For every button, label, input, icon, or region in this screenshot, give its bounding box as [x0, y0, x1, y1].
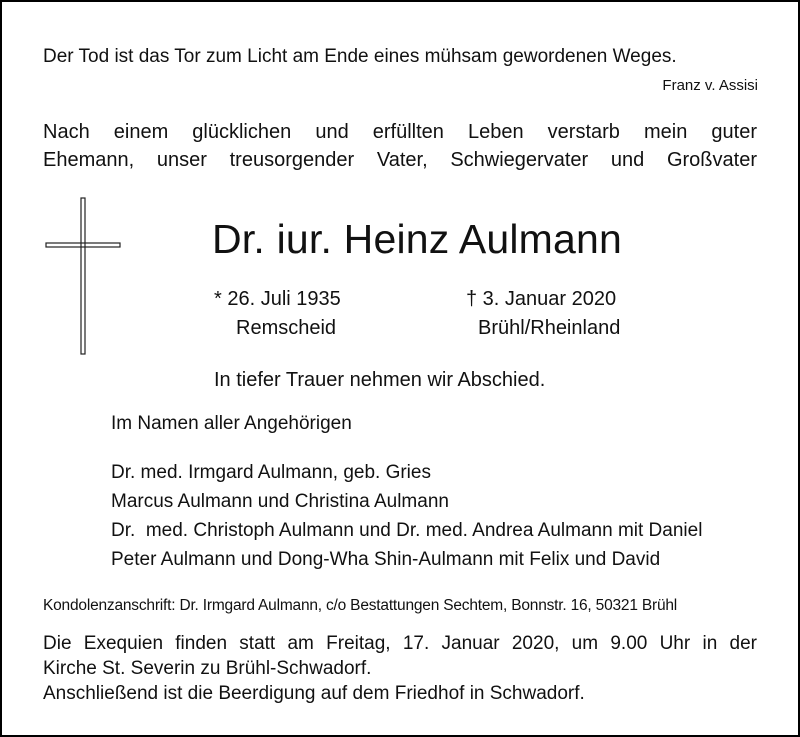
family-member: Peter Aulmann und Dong-Wha Shin-Aulmann mit Felix und David: [111, 549, 661, 570]
service-line: Die Exequien finden statt am Freitag, 17. Januar 2020, um 9.00 Uhr in der: [43, 633, 757, 654]
cross-icon: [45, 197, 121, 355]
family-member: Dr. med. Irmgard Aulmann, geb. Gries: [111, 462, 431, 483]
mourning-text: In tiefer Trauer nehmen wir Abschied.: [214, 369, 546, 391]
intro-line: Ehemann, unser treusorgender Vater, Schwiegervater und Großvater: [43, 149, 757, 171]
birth-date: * 26. Juli 1935: [214, 288, 341, 310]
deceased-name: Dr. iur. Heinz Aulmann: [212, 216, 623, 262]
service-line: Kirche St. Severin zu Brühl-Schwadorf.: [43, 658, 372, 679]
intro-line: Nach einem glücklichen und erfüllten Leben verstarb mein guter: [43, 121, 757, 143]
service-info: [43, 631, 757, 706]
quote-author: Franz v. Assisi: [662, 77, 758, 94]
condolence-address: Kondolenzanschrift: Dr. Irmgard Aulmann, c/o Bestattungen Sechtem, Bonnstr. 16, 50321 Brühl: [43, 597, 678, 614]
death-place: Brühl/Rheinland: [478, 317, 621, 339]
family-member: Marcus Aulmann und Christina Aulmann: [111, 491, 449, 512]
quote-text: Der Tod ist das Tor zum Licht am Ende eines mühsam gewordenen Weges.: [43, 46, 677, 67]
death-date: † 3. Januar 2020: [466, 288, 617, 310]
intro-text: [43, 118, 757, 174]
family-member: Dr. med. Christoph Aulmann und Dr. med. Andrea Aulmann mit Daniel: [111, 520, 703, 541]
on-behalf-text: Im Namen aller Angehörigen: [111, 413, 352, 434]
service-line: Anschließend ist die Beerdigung auf dem Friedhof in Schwadorf.: [43, 683, 585, 704]
birth-place: Remscheid: [236, 317, 337, 339]
